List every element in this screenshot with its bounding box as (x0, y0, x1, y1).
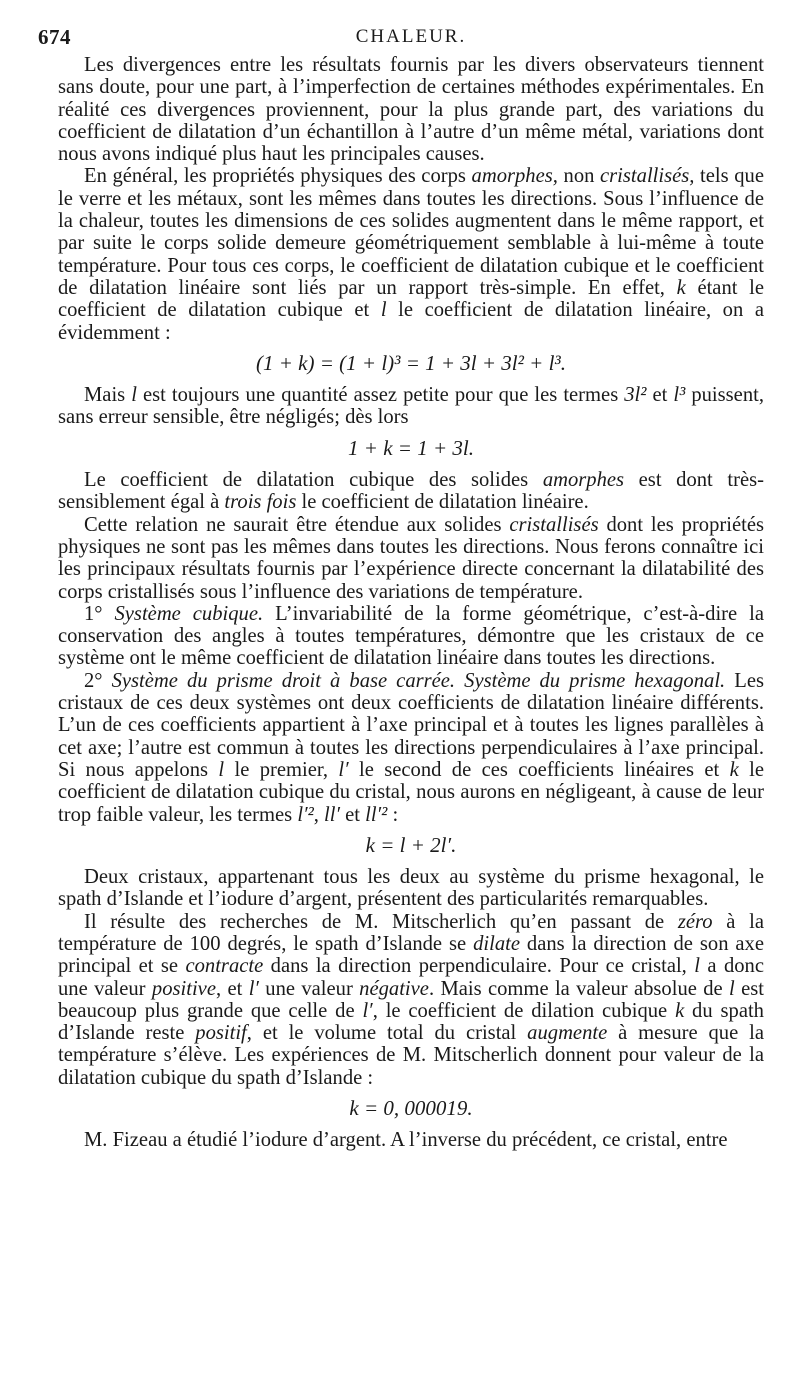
term-l-prime-squared: l′² (297, 803, 314, 826)
paragraph-three-times (58, 469, 764, 514)
emphasis-dilate: dilate (473, 932, 520, 955)
text-run: est beaucoup plus grande que celle de (58, 977, 764, 1022)
paragraph-cubic-system (58, 603, 764, 670)
paragraph-prism-systems (58, 670, 764, 826)
text-run: et (646, 384, 674, 407)
emphasis-contracte: contracte (185, 955, 264, 978)
variable-l-prime: l′ (248, 977, 259, 1000)
text-run: le coefficient de dilatation linéaire, on a évidemment : (58, 299, 765, 344)
term-l-l-prime: ll′ (324, 803, 340, 826)
formula-linear-approximation: 1 + k = 1 + 3l. (348, 435, 474, 460)
text-run: , le coefficient de dilation cubique (372, 999, 676, 1022)
text-run: , et le volume total du cristal (246, 1022, 528, 1045)
text-run: dans la direction perpendiculaire. Pour ce cristal, (263, 955, 695, 978)
text-run: Le coefficient de dilatation cubique des solides (84, 469, 543, 492)
variable-l-prime: l′ (362, 999, 373, 1022)
text-run: à mesure que la température s’élève. Les expériences de M. Mitscherlich donnent pour valeur de la dilatation cubique du spath d’Islande : (58, 1022, 764, 1089)
paragraph-crystals (58, 514, 764, 603)
formula-spath-value: k = 0, 000019. (349, 1096, 473, 1121)
term-l3: l³ (673, 384, 686, 407)
paragraph-mitscherlich (58, 911, 764, 1089)
emphasis-prisme-droit: Système du prisme droit à base carrée. (111, 669, 456, 692)
text-run: puissent, sans erreur sensible, être négligés; dès lors (58, 384, 764, 429)
emphasis-amorphes: amorphes (542, 469, 625, 492)
text-run: le coefficient de dilatation cubique du cristal, nous aurons en négligeant, à cause de leur trop faible valeur, les termes (58, 758, 765, 826)
text-run: Il résulte des recherches de M. Mitscherlich qu’en passant de (84, 910, 678, 933)
text-run: à la température de 100 degrés, le spath d’Islande se (58, 910, 764, 955)
section-number: 1° (84, 602, 103, 625)
term-3l2: 3l² (624, 384, 647, 407)
section-number: 2° (84, 669, 103, 692)
formula-crystal-cubic: k = l + 2l′. (365, 832, 457, 857)
emphasis-prisme-hexagonal: Système du prisme hexagonal. (464, 669, 726, 692)
text-run: , et (215, 977, 249, 1000)
emphasis-augmente: augmente (527, 1022, 608, 1045)
text-run: tels que le verre et les métaux, sont les mêmes dans toutes les directions. Sous l’influence de la chaleur, toutes les dimensions de ces solides augmentent dans le même rapport, et par suite le corps solide demeure géométriquement semblable à lui-même à toute température. Pour tous ces corps, le coefficient de dilatation cubique et le coefficient de dilatation linéaire sont liés par un rapport très-simple. En effet, (58, 165, 764, 299)
text-run: dont les propriétés physiques ne sont pas les mêmes dans toutes les directions. Nous ferons connaître ici les principaux résultats fournis par l’expérience directe concernant la dilatabilité des corps cristallisés sous l’influence des variations de température. (58, 513, 765, 603)
paragraph-two-crystals (58, 866, 764, 911)
paragraph-amorphous-bodies (58, 165, 764, 343)
variable-l: l (380, 299, 387, 322)
text-run: dans la direction de son axe principal et se (58, 932, 764, 978)
text-run: , (313, 803, 325, 826)
page-number: 674 (38, 25, 71, 49)
text-run: du spath d’Islande reste (58, 999, 764, 1045)
paragraph-small-quantity (58, 384, 764, 429)
emphasis-positif: positif (195, 1022, 247, 1045)
variable-l: l (218, 758, 225, 781)
text-run: Cette relation ne saurait être étendue aux solides (84, 513, 510, 536)
paragraph-text: Deux cristaux, appartenant tous les deux au système du prisme hexagonal, le spath d’Islande et l’iodure d’argent, présentent des particularités remarquables. (58, 866, 764, 911)
variable-k: k (729, 758, 739, 781)
paragraph-fizeau (58, 1129, 764, 1151)
variable-l: l (729, 977, 735, 1000)
variable-l-prime: l′ (338, 758, 349, 781)
text-run: . Mais comme la valeur absolue de (428, 977, 730, 1000)
text-run: le second de ces coefficients linéaires et (348, 758, 730, 781)
text-run: le coefficient de dilatation linéaire. (296, 491, 589, 514)
text-run: En général, les propriétés physiques des corps (84, 165, 472, 188)
emphasis-trois-fois: trois fois (224, 491, 297, 514)
running-title: CHALEUR. (355, 26, 467, 47)
text-run: est toujours une quantité assez petite pour que les termes (136, 384, 625, 407)
text-run: Mais (84, 384, 132, 407)
text-run: Les cristaux de ces deux systèmes ont deux coefficients de dilatation linéaire différents. L’un de ces coefficients appartient à l’axe principal et à toutes les lignes parallèles à cet axe; l’autre est commun à toutes les directions perpendiculaires à l’axe principal. Si nous appelons (58, 669, 764, 781)
text-run: L’invariabilité de la forme géométrique, c’est-à-dire la conservation des angles à toutes températures, démontre que les cristaux de ce système ont le même coefficient de dilatation linéaire dans toutes les directions. (58, 602, 764, 670)
formula-cubic-expansion: (1 + k) = (1 + l)³ = 1 + 3l + 3l² + l³. (256, 350, 566, 375)
paragraph-divergences (58, 54, 764, 165)
text-run: : (387, 803, 399, 826)
emphasis-amorphes: amorphes, (471, 165, 558, 188)
variable-l: l (131, 384, 137, 407)
emphasis-systeme-cubique: Système cubique. (114, 602, 264, 625)
text-run: une valeur (258, 977, 360, 1000)
variable-l: l (694, 955, 700, 978)
variable-k: k (675, 999, 685, 1022)
paragraph-text: M. Fizeau a étudié l’iodure d’argent. A l’inverse du précédent, ce cristal, entre (84, 1129, 728, 1152)
emphasis-positive: positive (151, 977, 216, 1000)
emphasis-zero: zéro (677, 910, 713, 933)
text-run: et (340, 803, 366, 826)
text-run: est dont très-sensiblement égal à (58, 469, 764, 514)
text-run: a donc une valeur (58, 955, 764, 1000)
text-run: le premier, (224, 758, 339, 781)
emphasis-cristallises: cristallisés (509, 513, 599, 536)
variable-k: k (676, 276, 686, 299)
emphasis-negative: négative (359, 977, 429, 1000)
emphasis-cristallises: cristallisés, (600, 165, 695, 188)
term-l-l-prime-squared: ll′² (365, 803, 388, 826)
text-run: étant le coefficient de dilatation cubique et (58, 276, 765, 322)
paragraph-text: Les divergences entre les résultats fournis par les divers observateurs tiennent sans doute, pour une part, à l’imperfection de certaines méthodes expérimentales. En réalité ces divergences proviennent, pour la plus grande part, des variations du coefficient de dilatation d’un échantillon à l’autre d’un même métal, variations dont nous avons indiqué plus haut les principales causes. (58, 54, 764, 166)
text-run: non (557, 165, 601, 188)
running-head (38, 20, 764, 49)
